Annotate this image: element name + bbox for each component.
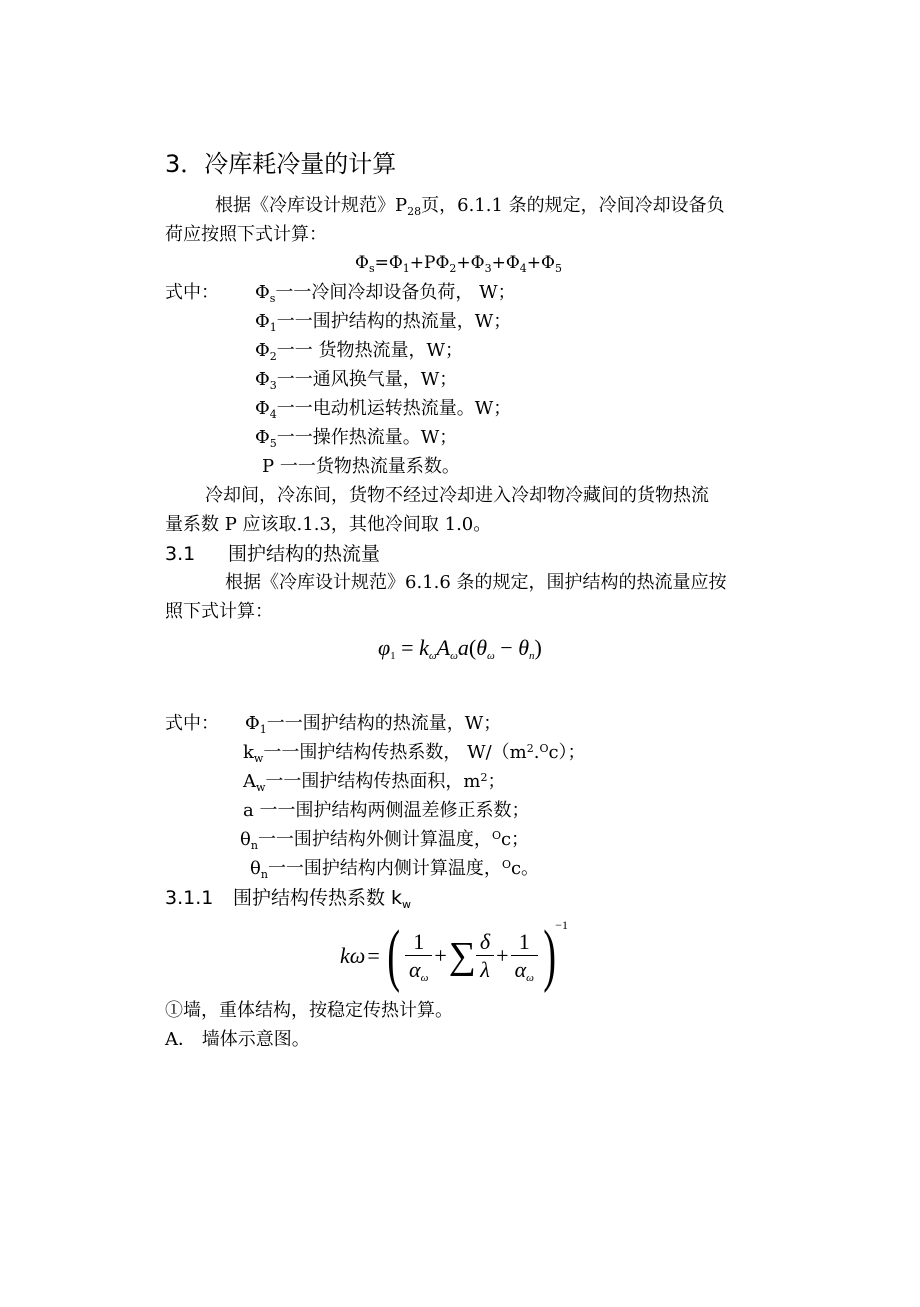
- where1-item: [255, 340, 463, 362]
- where2-symbol: θ: [240, 829, 251, 850]
- where1-symbol: Φ: [255, 311, 270, 332]
- where2-item: [243, 742, 586, 764]
- formula-equals: =: [395, 635, 420, 660]
- formula-k-right-paren: ): [543, 917, 556, 994]
- where-label-2: 式中：: [165, 713, 219, 734]
- where2-symbol: k: [243, 742, 254, 763]
- where2-desc: c）；: [548, 742, 586, 763]
- note-line-1: 冷却间，冷冻间，货物不经过冷却进入冷却物冷藏间的货物热流: [205, 485, 709, 506]
- formula-total-term: +Φ: [456, 253, 485, 273]
- section-3-heading: 3．冷库耗冷量的计算: [165, 150, 397, 178]
- where1-desc: 一一电动机运转热流量。W；: [276, 398, 512, 419]
- formula-k-sum: ∑: [448, 935, 476, 977]
- formula-theta: θ: [476, 635, 488, 660]
- intro-page-subscript: 28: [407, 205, 422, 218]
- where1-symbol: Φ: [255, 282, 270, 303]
- where1-desc: 一一 货物热流量，W；: [276, 340, 463, 361]
- where2-item: [250, 858, 539, 880]
- formula-k-exponent: −1: [555, 918, 568, 932]
- section-3-1-1-title-text: 围护结构传热系数 k: [233, 887, 403, 909]
- formula-phi1: [378, 633, 542, 663]
- formula-k-sub: ω: [420, 971, 429, 984]
- formula-k-plus: +: [434, 943, 447, 968]
- where2-desc: 一一围护结构传热系数， W/（m: [263, 742, 527, 763]
- where2-desc: 一一围护结构外侧计算温度，: [257, 829, 492, 850]
- formula-k-left-paren: (: [386, 917, 400, 994]
- section-3-1-1-title-sub: w: [402, 898, 412, 911]
- where2-item: [240, 829, 529, 851]
- formula-k-fraction: [405, 929, 432, 984]
- formula-k-den: [405, 956, 432, 984]
- formula-total-term: +PΦ: [409, 253, 450, 273]
- formula-phi-sub: 1: [390, 650, 396, 662]
- where1-symbol: Φ: [255, 398, 270, 419]
- section-3-1-number: 3.1: [165, 543, 196, 565]
- where1-item: [255, 282, 516, 304]
- formula-phi: φ: [378, 635, 391, 660]
- where1-sub: s: [269, 292, 276, 305]
- where2-item: [245, 713, 501, 735]
- section-3-1-title: 围护结构的热流量: [228, 543, 381, 565]
- where2-symbol: a: [243, 800, 254, 821]
- formula-k-num: 1: [405, 929, 432, 956]
- where1-symbol: P: [262, 456, 275, 477]
- where1-desc: 一一围护结构的热流量，W；: [276, 311, 512, 332]
- formula-total-sub: 4: [519, 262, 527, 275]
- where1-desc: 一一货物热流量系数。: [274, 456, 460, 477]
- where1-item: [262, 456, 460, 478]
- item-a-wall-diagram: A． 墙体示意图。: [165, 1029, 310, 1050]
- where2-symbol: A: [243, 771, 256, 792]
- section31-line-2: 照下式计算：: [165, 601, 273, 622]
- where1-sub: 3: [269, 379, 277, 392]
- intro-line-2: 荷应按照下式计算：: [165, 224, 327, 245]
- where2-sup: 2: [526, 742, 534, 755]
- formula-total-term: +Φ: [526, 253, 555, 273]
- where1-desc: 一一通风换气量，W；: [276, 369, 458, 390]
- where2-desc: c；: [500, 829, 530, 850]
- where2-sup: O: [501, 858, 511, 871]
- where1-symbol: Φ: [255, 369, 270, 390]
- where1-desc: 一一冷间冷却设备负荷， W；: [275, 282, 516, 303]
- intro-line-1: [215, 195, 725, 217]
- formula-k-num: δ: [476, 929, 494, 956]
- formula-total-term: +Φ: [491, 253, 520, 273]
- where1-symbol: Φ: [255, 427, 270, 448]
- where2-sup: O: [539, 742, 549, 755]
- where2-desc: 一一围护结构的热流量，W；: [266, 713, 502, 734]
- formula-sub: ω: [450, 650, 458, 662]
- where2-item: [243, 771, 506, 793]
- formula-total-sub: 3: [484, 262, 492, 275]
- formula-k-num: 1: [511, 929, 538, 956]
- where1-symbol: Φ: [255, 340, 270, 361]
- formula-k-lhs: kω: [340, 943, 366, 968]
- where1-item: [255, 398, 511, 420]
- formula-sub: ω: [428, 650, 437, 662]
- section31-line-1: 根据《冷库设计规范》6.1.6 条的规定，围护结构的热流量应按: [225, 572, 727, 593]
- formula-k-fraction: [476, 929, 494, 984]
- formula-total-sub: 2: [449, 262, 457, 275]
- formula-total-lhs: Φ: [355, 253, 369, 273]
- where2-sub: w: [256, 781, 266, 794]
- formula-total-lhs-sub: s: [368, 262, 375, 275]
- formula-total-term: =Φ: [374, 253, 403, 273]
- formula-k-plus: +: [496, 943, 509, 968]
- where1-sub: 4: [269, 408, 277, 421]
- formula-k-alpha: α: [409, 956, 421, 982]
- formula-k-alpha: α: [514, 956, 527, 982]
- section-3-1-1-number: 3.1.1: [165, 887, 214, 909]
- where1-sub: 2: [269, 350, 277, 363]
- formula-paren: ): [534, 635, 542, 660]
- where1-item: [255, 369, 457, 391]
- where-label-1: 式中：: [165, 282, 219, 303]
- formula-k-fraction: [511, 929, 538, 984]
- formula-k: [340, 918, 568, 994]
- where1-item: [255, 311, 511, 333]
- where1-item: [255, 427, 457, 449]
- where2-desc: 一一围护结构两侧温差修正系数；: [253, 800, 530, 821]
- formula-sub: ω: [487, 650, 495, 662]
- formula-k-den: [511, 956, 538, 984]
- formula-total-sub: 1: [402, 262, 410, 275]
- formula-a: a: [457, 635, 469, 660]
- where1-sub: 1: [269, 321, 277, 334]
- where2-desc: .: [533, 742, 540, 763]
- note-line-2: 量系数 P 应该取.1.3，其他冷间取 1.0。: [165, 514, 492, 535]
- formula-k-sub: ω: [526, 971, 534, 984]
- formula-total-load: [355, 252, 562, 274]
- intro-text-a: 根据《冷库设计规范》P: [215, 195, 408, 216]
- formula-k-equals: =: [367, 943, 380, 968]
- formula-theta: θ: [518, 635, 530, 660]
- where2-symbol: Φ: [245, 713, 260, 734]
- formula-sub: n: [529, 650, 535, 662]
- where2-sup: O: [491, 829, 501, 842]
- where2-symbol: θ: [250, 858, 261, 879]
- where1-sub: 5: [269, 437, 277, 450]
- where2-desc: c。: [510, 858, 540, 879]
- where2-item: [243, 800, 529, 822]
- formula-paren: (: [468, 635, 477, 660]
- formula-minus: −: [494, 635, 519, 660]
- where2-sub: n: [260, 868, 268, 881]
- formula-k: k: [419, 635, 429, 660]
- where2-desc: 一一围护结构内侧计算温度，: [267, 858, 502, 879]
- formula-total-sub: 5: [554, 262, 562, 275]
- section-3-1-1-title: [233, 887, 411, 909]
- item-1-wall: ①墙，重体结构，按稳定传热计算。: [165, 1000, 453, 1021]
- where1-desc: 一一操作热流量。W；: [276, 427, 458, 448]
- where2-sub: w: [253, 752, 264, 765]
- where2-sub: n: [250, 839, 258, 852]
- where2-sup: 2: [480, 771, 488, 784]
- intro-text-b: 页，6.1.1 条的规定，冷间冷却设备负: [421, 195, 725, 216]
- where2-desc: 一一围护结构传热面积，m: [265, 771, 481, 792]
- formula-k-den: λ: [480, 956, 490, 982]
- where2-desc: ；: [487, 771, 506, 792]
- formula-A: A: [436, 635, 451, 660]
- where2-sub: 1: [259, 723, 267, 736]
